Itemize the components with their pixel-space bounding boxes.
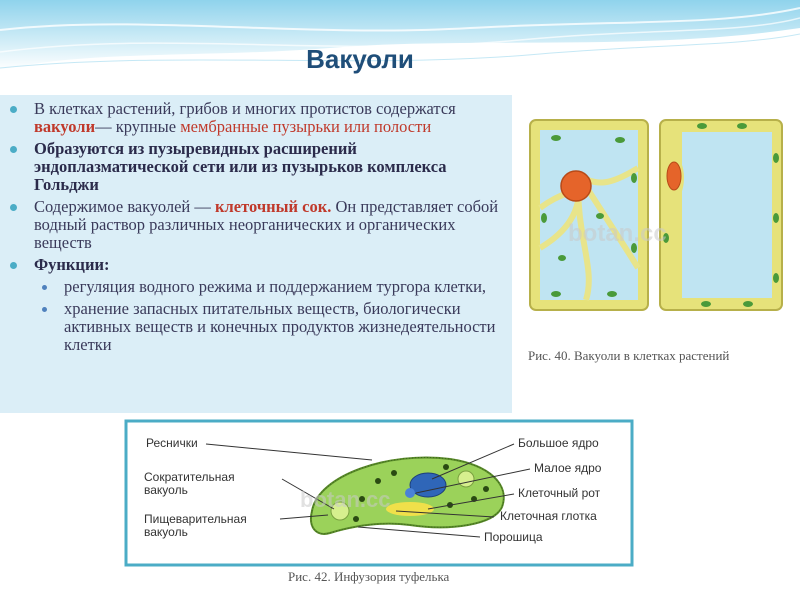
label-contractile-vacuole: Сократительная вакуоль: [144, 470, 235, 497]
sub-bullet-text: хранение запасных питательных веществ, биологически активных веществ и конечных продуктов жизнедеятельности клетки: [64, 299, 496, 354]
label-digestive-vacuole: Пищеварительная вакуоль: [144, 512, 247, 539]
bullet-text: Функции:: [34, 255, 110, 274]
figure-paramecium: [110, 415, 640, 588]
watermark-fig40: botan.cc: [568, 220, 667, 247]
label-macronucleus: Большое ядро: [518, 436, 599, 450]
bullet-dot-icon: [10, 262, 17, 269]
sub-bullet-text: регуляция водного режима и поддержанием тургора клетки,: [64, 277, 487, 296]
figure-42-caption: Рис. 42. Инфузория туфелька: [288, 569, 450, 584]
label-micronucleus: Малое ядро: [534, 461, 602, 475]
term-vacuoles: вакуоли: [34, 117, 96, 136]
bullet-dot-icon: [10, 106, 17, 113]
sub-bullet-item: [8, 300, 508, 354]
sub-bullet-item: [8, 278, 508, 296]
bullet-item: [8, 198, 508, 252]
bullet-dot-icon: [10, 146, 17, 153]
label-cell-gullet: Клеточная глотка: [500, 509, 597, 523]
watermark-fig42: botan.cc: [300, 487, 391, 512]
label-cell-mouth: Клеточный рот: [518, 486, 601, 500]
bullet-item: [8, 100, 508, 136]
bullet-text: пузырьки или полости: [268, 117, 432, 136]
term-cell-sap: клеточный сок.: [215, 197, 332, 216]
bullet-item: [8, 256, 508, 274]
bullet-text: В клетках растений, грибов и многих протистов содержатся: [34, 99, 456, 118]
slide-title: Вакуоли: [306, 44, 414, 74]
sub-bullet-dot-icon: [42, 307, 47, 312]
label-cilia: Реснички: [146, 436, 198, 450]
bullet-text: — крупные: [95, 117, 181, 136]
bullet-text: Образуются из пузыревидных расширений эндоплазматической сети или из пузырьков комплекса Гольджи: [34, 139, 447, 194]
bullet-dot-icon: [10, 204, 17, 211]
plant-cells-illustration: [516, 98, 796, 338]
bullet-text: Содержимое вакуолей —: [34, 197, 216, 216]
bullet-text: Он представляет собой водный раствор различных неорганических и органических веществ: [34, 197, 499, 252]
sub-bullet-dot-icon: [42, 285, 47, 290]
bullet-list: [8, 100, 508, 358]
bullet-item: [8, 140, 508, 194]
label-cytoproct: Порошица: [484, 530, 543, 544]
term-membrane: мембранные: [180, 117, 269, 136]
figure-40-caption: Рис. 40. Вакуоли в клетках растений: [528, 348, 730, 363]
figure-plant-cells: [516, 98, 796, 376]
